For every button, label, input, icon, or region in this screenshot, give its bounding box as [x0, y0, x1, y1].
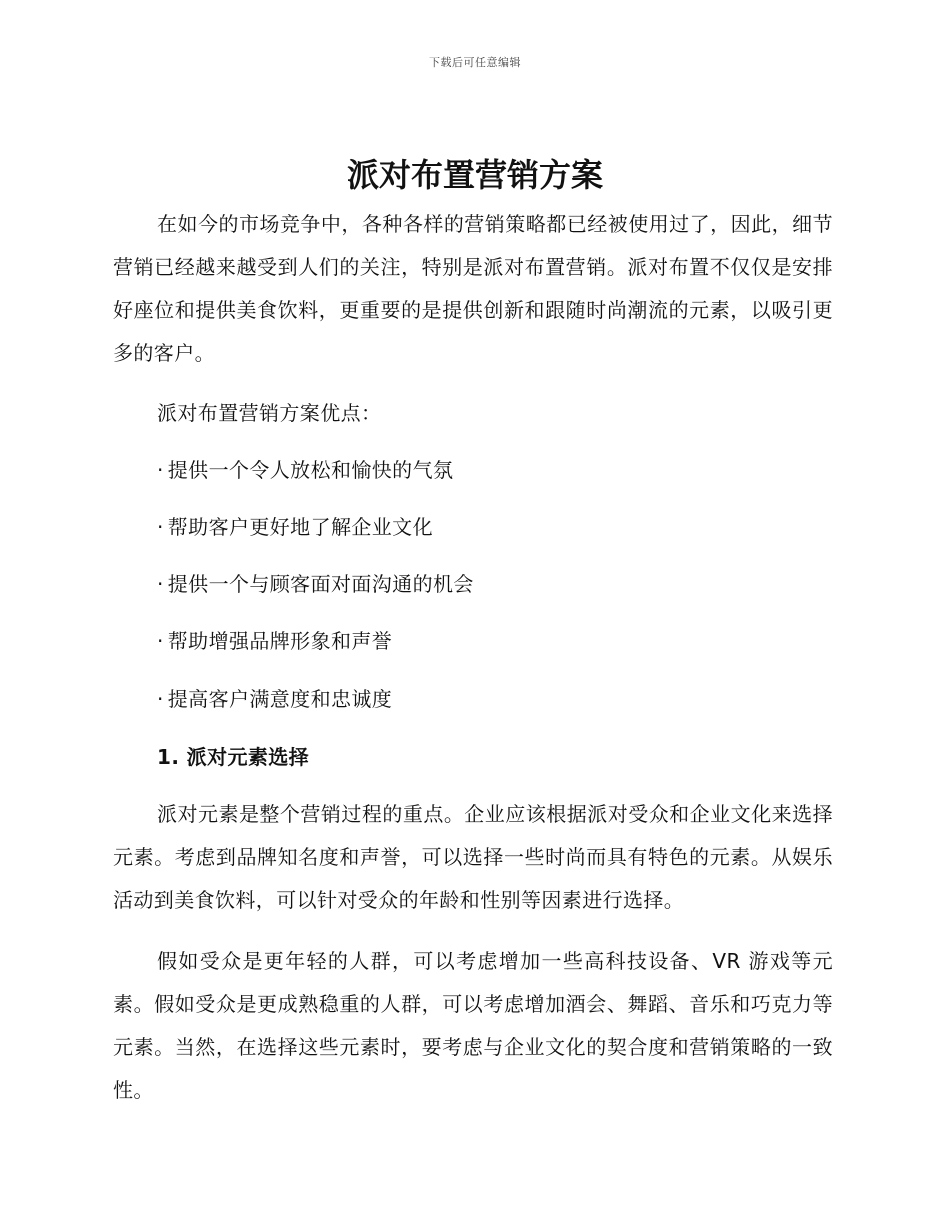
section1-paragraph-2: 假如受众是更年轻的人群，可以考虑增加一些高科技设备、VR 游戏等元素。假如受众是更成熟稳重的人群，可以考虑增加酒会、舞蹈、音乐和巧克力等元素。当然，在选择这些元素时，要考虑与企业文化的契合度和营销策略的一致性。 — [113, 949, 833, 1102]
section1-paragraph2-block — [113, 940, 833, 1112]
bullet-dot: · — [157, 629, 164, 653]
bullet-dot: · — [157, 458, 164, 482]
advantages-heading: 派对布置营销方案优点： — [157, 401, 382, 425]
bullet-5 — [113, 678, 833, 721]
section-heading: 1. 派对元素选择 — [157, 745, 310, 769]
bullet-dot: · — [157, 687, 164, 711]
intro-paragraph: 在如今的市场竞争中，各种各样的营销策略都已经被使用过了，因此，细节营销已经越来越受到人们的关注，特别是派对布置营销。派对布置不仅仅是安排好座位和提供美食饮料，更重要的是提供创新和跟随时尚潮流的元素，以吸引更多的客户。 — [113, 212, 833, 365]
bullet-1 — [113, 449, 833, 492]
intro-block — [113, 203, 833, 375]
advantages-block — [113, 392, 833, 435]
bullet-text: 帮助客户更好地了解企业文化 — [167, 515, 433, 539]
header-note: 下载后可任意编辑 — [429, 56, 521, 69]
section1-paragraph1-block — [113, 793, 833, 922]
bullet-dot: · — [157, 572, 164, 596]
bullet-dot: · — [157, 515, 164, 539]
bullet-2 — [113, 506, 833, 549]
bullet-3 — [113, 563, 833, 606]
document-title: 派对布置营销方案 — [346, 156, 603, 194]
bullet-text: 帮助增强品牌形象和声誉 — [167, 629, 393, 653]
section1-paragraph-1: 派对元素是整个营销过程的重点。企业应该根据派对受众和企业文化来选择元素。考虑到品牌知名度和声誉，可以选择一些时尚而具有特色的元素。从娱乐活动到美食饮料，可以针对受众的年龄和性别等因素进行选择。 — [113, 802, 833, 912]
section1-heading-block — [113, 736, 833, 779]
bullet-4 — [113, 620, 833, 663]
bullet-text: 提供一个与顾客面对面沟通的机会 — [167, 572, 474, 596]
bullet-text: 提高客户满意度和忠诚度 — [167, 687, 393, 711]
bullet-text: 提供一个令人放松和愉快的气氛 — [167, 458, 454, 482]
